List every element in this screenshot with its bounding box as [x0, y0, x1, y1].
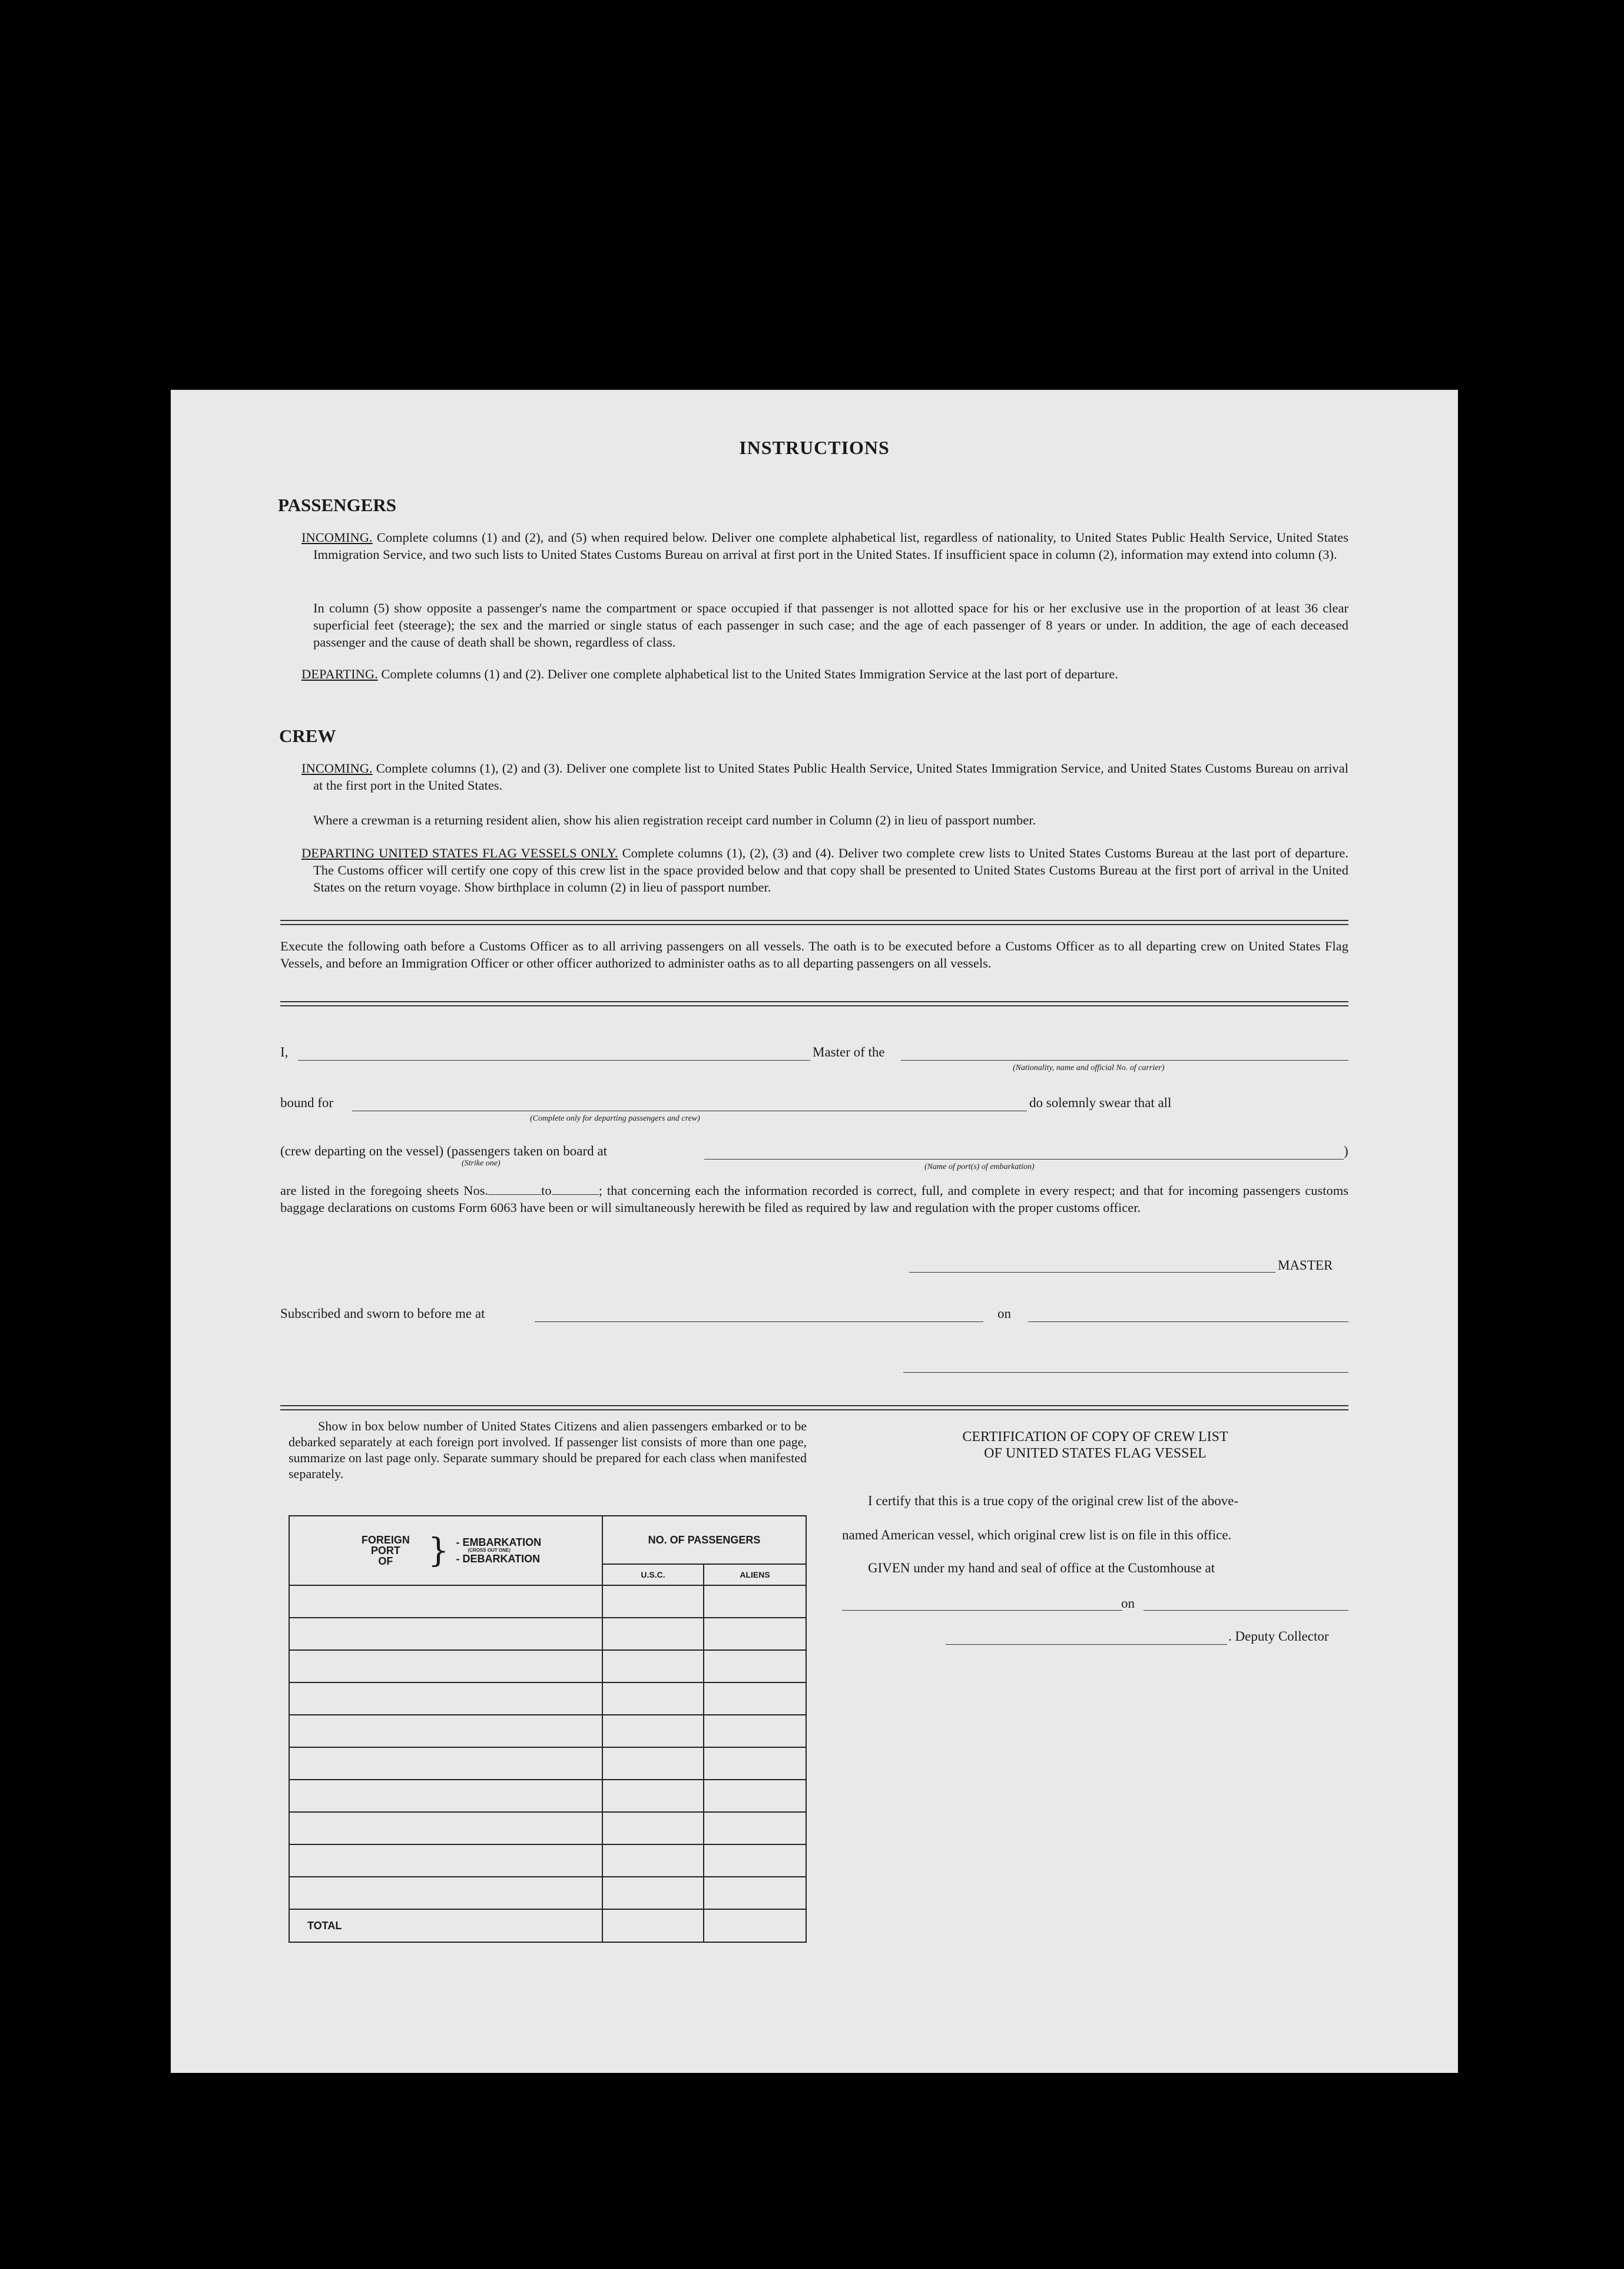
- usc-header: U.S.C.: [602, 1564, 704, 1585]
- usc-cell[interactable]: [602, 1780, 704, 1812]
- foreign-label: FOREIGN: [361, 1534, 410, 1546]
- aliens-cell[interactable]: [704, 1812, 806, 1844]
- aliens-cell[interactable]: [704, 1747, 806, 1780]
- summary-instruction: Show in box below number of United States Citizens and alien passengers embarked or to be debarked separately at each foreign port involved. If passenger list consists of more than one page, summarize on last page only. Separate summary should be prepared for each class when manifested separately.: [289, 1419, 807, 1481]
- table-row: [289, 1618, 806, 1650]
- crew-incoming-label: INCOMING.: [301, 761, 373, 776]
- passengers-incoming-text: Complete columns (1) and (2), and (5) when required below. Deliver one complete alphabetical list, regardless of nationality, to United States Public Health Service, United States Immigration Service, and two such lists to United States Customs Bureau on arrival at first port in the United States. If insufficient space in column (2), information may extend into column (3).: [313, 530, 1348, 562]
- certification-title-line1: CERTIFICATION OF COPY OF CREW LIST: [962, 1429, 1228, 1445]
- subscribed-label: Subscribed and sworn to before me at: [280, 1306, 485, 1321]
- crew-departing-paragraph: [301, 844, 1348, 896]
- table-row: [289, 1812, 806, 1844]
- oath-i-label: I,: [280, 1045, 289, 1059]
- aliens-cell[interactable]: [704, 1877, 806, 1909]
- complete-only-note: (Complete only for departing passengers and crew): [530, 1114, 700, 1123]
- sheet-from-field[interactable]: [488, 1181, 541, 1195]
- master-of-the-label: Master of the: [813, 1045, 885, 1059]
- certification-title: [842, 1429, 1348, 1462]
- total-usc-cell[interactable]: [602, 1909, 704, 1942]
- usc-cell[interactable]: [602, 1650, 704, 1682]
- close-paren: ): [1344, 1144, 1348, 1158]
- usc-cell[interactable]: [602, 1877, 704, 1909]
- subscribed-date-field[interactable]: [1028, 1321, 1348, 1322]
- given-line: GIVEN under my hand and seal of office at the Customhouse at: [868, 1561, 1215, 1575]
- passengers-heading: PASSENGERS: [278, 495, 396, 515]
- crew-heading: CREW: [279, 726, 336, 746]
- port-cell[interactable]: [289, 1682, 602, 1715]
- table-row: [289, 1585, 806, 1618]
- oath-instruction: Execute the following oath before a Customs Officer as to all arriving passengers on all vessels. The oath is to be executed before a Customs Officer as to all departing crew on United States Flag Vessels, and before an Immigration Officer or other officer authorized to administer oaths as to all departing passengers on all vessels.: [280, 939, 1348, 970]
- oath-divider: [280, 1001, 1348, 1006]
- usc-cell[interactable]: [602, 1812, 704, 1844]
- customhouse-field[interactable]: [842, 1610, 1122, 1611]
- strike-one-note: (Strike one): [462, 1159, 501, 1168]
- certify-line1: I certify that this is a true copy of the original crew list of the above-: [868, 1493, 1239, 1508]
- usc-cell[interactable]: [602, 1747, 704, 1780]
- passengers-incoming-label: INCOMING.: [301, 530, 373, 545]
- table-row: [289, 1682, 806, 1715]
- officer-signature-field[interactable]: [903, 1372, 1348, 1373]
- master-signature-field[interactable]: [909, 1272, 1275, 1273]
- port-cell[interactable]: [289, 1650, 602, 1682]
- port-cell[interactable]: [289, 1585, 602, 1618]
- passengers-departing-label: DEPARTING.: [301, 667, 378, 681]
- usc-cell[interactable]: [602, 1844, 704, 1877]
- nationality-note: (Nationality, name and official No. of carrier): [1013, 1064, 1165, 1072]
- certify-line2: named American vessel, which original crew list is on file in this office.: [842, 1528, 1232, 1542]
- certification-title-line2: OF UNITED STATES FLAG VESSEL: [984, 1446, 1207, 1461]
- crew-departing-label: (crew departing on the vessel) (passengers taken on board at: [280, 1144, 607, 1158]
- table-row: [289, 1650, 806, 1682]
- table-row: [289, 1715, 806, 1747]
- ports-note: (Name of port(s) of embarkation): [924, 1162, 1035, 1171]
- table-row: [289, 1780, 806, 1812]
- port-cell[interactable]: [289, 1715, 602, 1747]
- port-cell[interactable]: [289, 1747, 602, 1780]
- aliens-cell[interactable]: [704, 1618, 806, 1650]
- listed-paragraph: [280, 1181, 1348, 1216]
- passengers-column5-paragraph: In column (5) show opposite a passenger's name the compartment or space occupied if that passenger is not allotted space for his or her exclusive use in the proportion of at least 36 clear superficial feet (steerage); the sex and the married or single status of each passenger in such case; and the age of each passenger of 8 years or under. In addition, the age of each deceased passenger and the cause of death shall be shown, regardless of class.: [313, 601, 1348, 650]
- port-cell[interactable]: [289, 1780, 602, 1812]
- subscribed-place-field[interactable]: [535, 1321, 983, 1322]
- subscribed-on-label: on: [997, 1306, 1011, 1321]
- passengers-departing-text: Complete columns (1) and (2). Deliver one complete alphabetical list to the United States Immigration Service at the last port of departure.: [377, 667, 1118, 681]
- crew-departing-label: DEPARTING UNITED STATES FLAG VESSELS ONLY.: [301, 846, 618, 860]
- aliens-cell[interactable]: [704, 1650, 806, 1682]
- form-page: [171, 390, 1458, 2073]
- listed-to-label: to: [541, 1183, 552, 1198]
- aliens-header: ALIENS: [704, 1564, 806, 1585]
- passengers-incoming-paragraph: [301, 529, 1348, 563]
- table-body: [289, 1585, 806, 1909]
- listed-sheets-label: are listed in the foregoing sheets Nos.: [280, 1183, 489, 1198]
- total-label: TOTAL: [289, 1909, 602, 1942]
- cert-on-label: on: [1121, 1596, 1135, 1611]
- no-of-passengers-header: NO. OF PASSENGERS: [602, 1516, 806, 1564]
- total-aliens-cell[interactable]: [704, 1909, 806, 1942]
- usc-cell[interactable]: [602, 1715, 704, 1747]
- crew-incoming-text: Complete columns (1), (2) and (3). Deliver one complete list to United States Public Health Service, United States Immigration Service, and United States Customs Bureau on arrival at the first port in the United States.: [313, 761, 1348, 793]
- aliens-cell[interactable]: [704, 1844, 806, 1877]
- embarkation-ports-field[interactable]: [704, 1159, 1344, 1160]
- aliens-cell[interactable]: [704, 1682, 806, 1715]
- debarkation-label: - DEBARKATION: [456, 1553, 541, 1565]
- usc-cell[interactable]: [602, 1682, 704, 1715]
- cross-out-one-note: (CROSS OUT ONE): [468, 1548, 511, 1553]
- master-name-field[interactable]: [298, 1060, 810, 1061]
- crew-incoming-paragraph: [301, 760, 1348, 794]
- listed-statement: ; that concerning each the information recorded is correct, full, and complete in every respect; and that for incoming passengers customs baggage declarations on customs Form 6063 have been or will simultaneously herewith be filed as required by law and regulation with the proper customs officer.: [280, 1183, 1348, 1215]
- table-row: [289, 1877, 806, 1909]
- cert-date-field[interactable]: [1144, 1610, 1348, 1611]
- aliens-cell[interactable]: [704, 1585, 806, 1618]
- port-cell[interactable]: [289, 1812, 602, 1844]
- deputy-collector-label: . Deputy Collector: [1228, 1629, 1329, 1644]
- master-signature-label: MASTER: [1278, 1258, 1333, 1273]
- table-row: [289, 1747, 806, 1780]
- passenger-summary-table: [289, 1515, 807, 1943]
- port-header-cell: [289, 1516, 602, 1585]
- aliens-cell[interactable]: [704, 1780, 806, 1812]
- port-label: PORT: [370, 1545, 400, 1556]
- carrier-field[interactable]: [901, 1060, 1348, 1061]
- deputy-collector-signature-field[interactable]: [946, 1644, 1227, 1645]
- aliens-cell[interactable]: [704, 1715, 806, 1747]
- port-cell[interactable]: [289, 1618, 602, 1650]
- table-row: [289, 1844, 806, 1877]
- of-label: OF: [378, 1555, 393, 1567]
- sheet-to-field[interactable]: [552, 1181, 599, 1195]
- page-title: INSTRUCTIONS: [739, 437, 890, 458]
- passengers-departing-paragraph: [301, 665, 1348, 683]
- bound-for-label: bound for: [280, 1095, 334, 1110]
- do-solemnly-label: do solemnly swear that all: [1029, 1095, 1172, 1110]
- port-cell[interactable]: [289, 1877, 602, 1909]
- port-cell[interactable]: [289, 1844, 602, 1877]
- embarkation-label: - EMBARKATION: [456, 1536, 542, 1548]
- bottom-divider: [280, 1405, 1348, 1410]
- section-divider: [280, 920, 1348, 925]
- usc-cell[interactable]: [602, 1585, 704, 1618]
- usc-cell[interactable]: [602, 1618, 704, 1650]
- crew-resident-alien-paragraph: Where a crewman is a returning resident alien, show his alien registration receipt card number in Column (2) in lieu of passport number.: [313, 813, 1036, 827]
- crew-departing-text: Complete columns (1), (2), (3) and (4). Deliver two complete crew lists to United States Customs Bureau at the last port of departure. The Customs officer will certify one copy of this crew list in the space provided below and that copy shall be presented to United States Customs Bureau at the first port of arrival in the United States on the return voyage. Show birthplace in column (2) in lieu of passport number.: [313, 846, 1348, 895]
- brace-icon: }: [427, 1531, 449, 1570]
